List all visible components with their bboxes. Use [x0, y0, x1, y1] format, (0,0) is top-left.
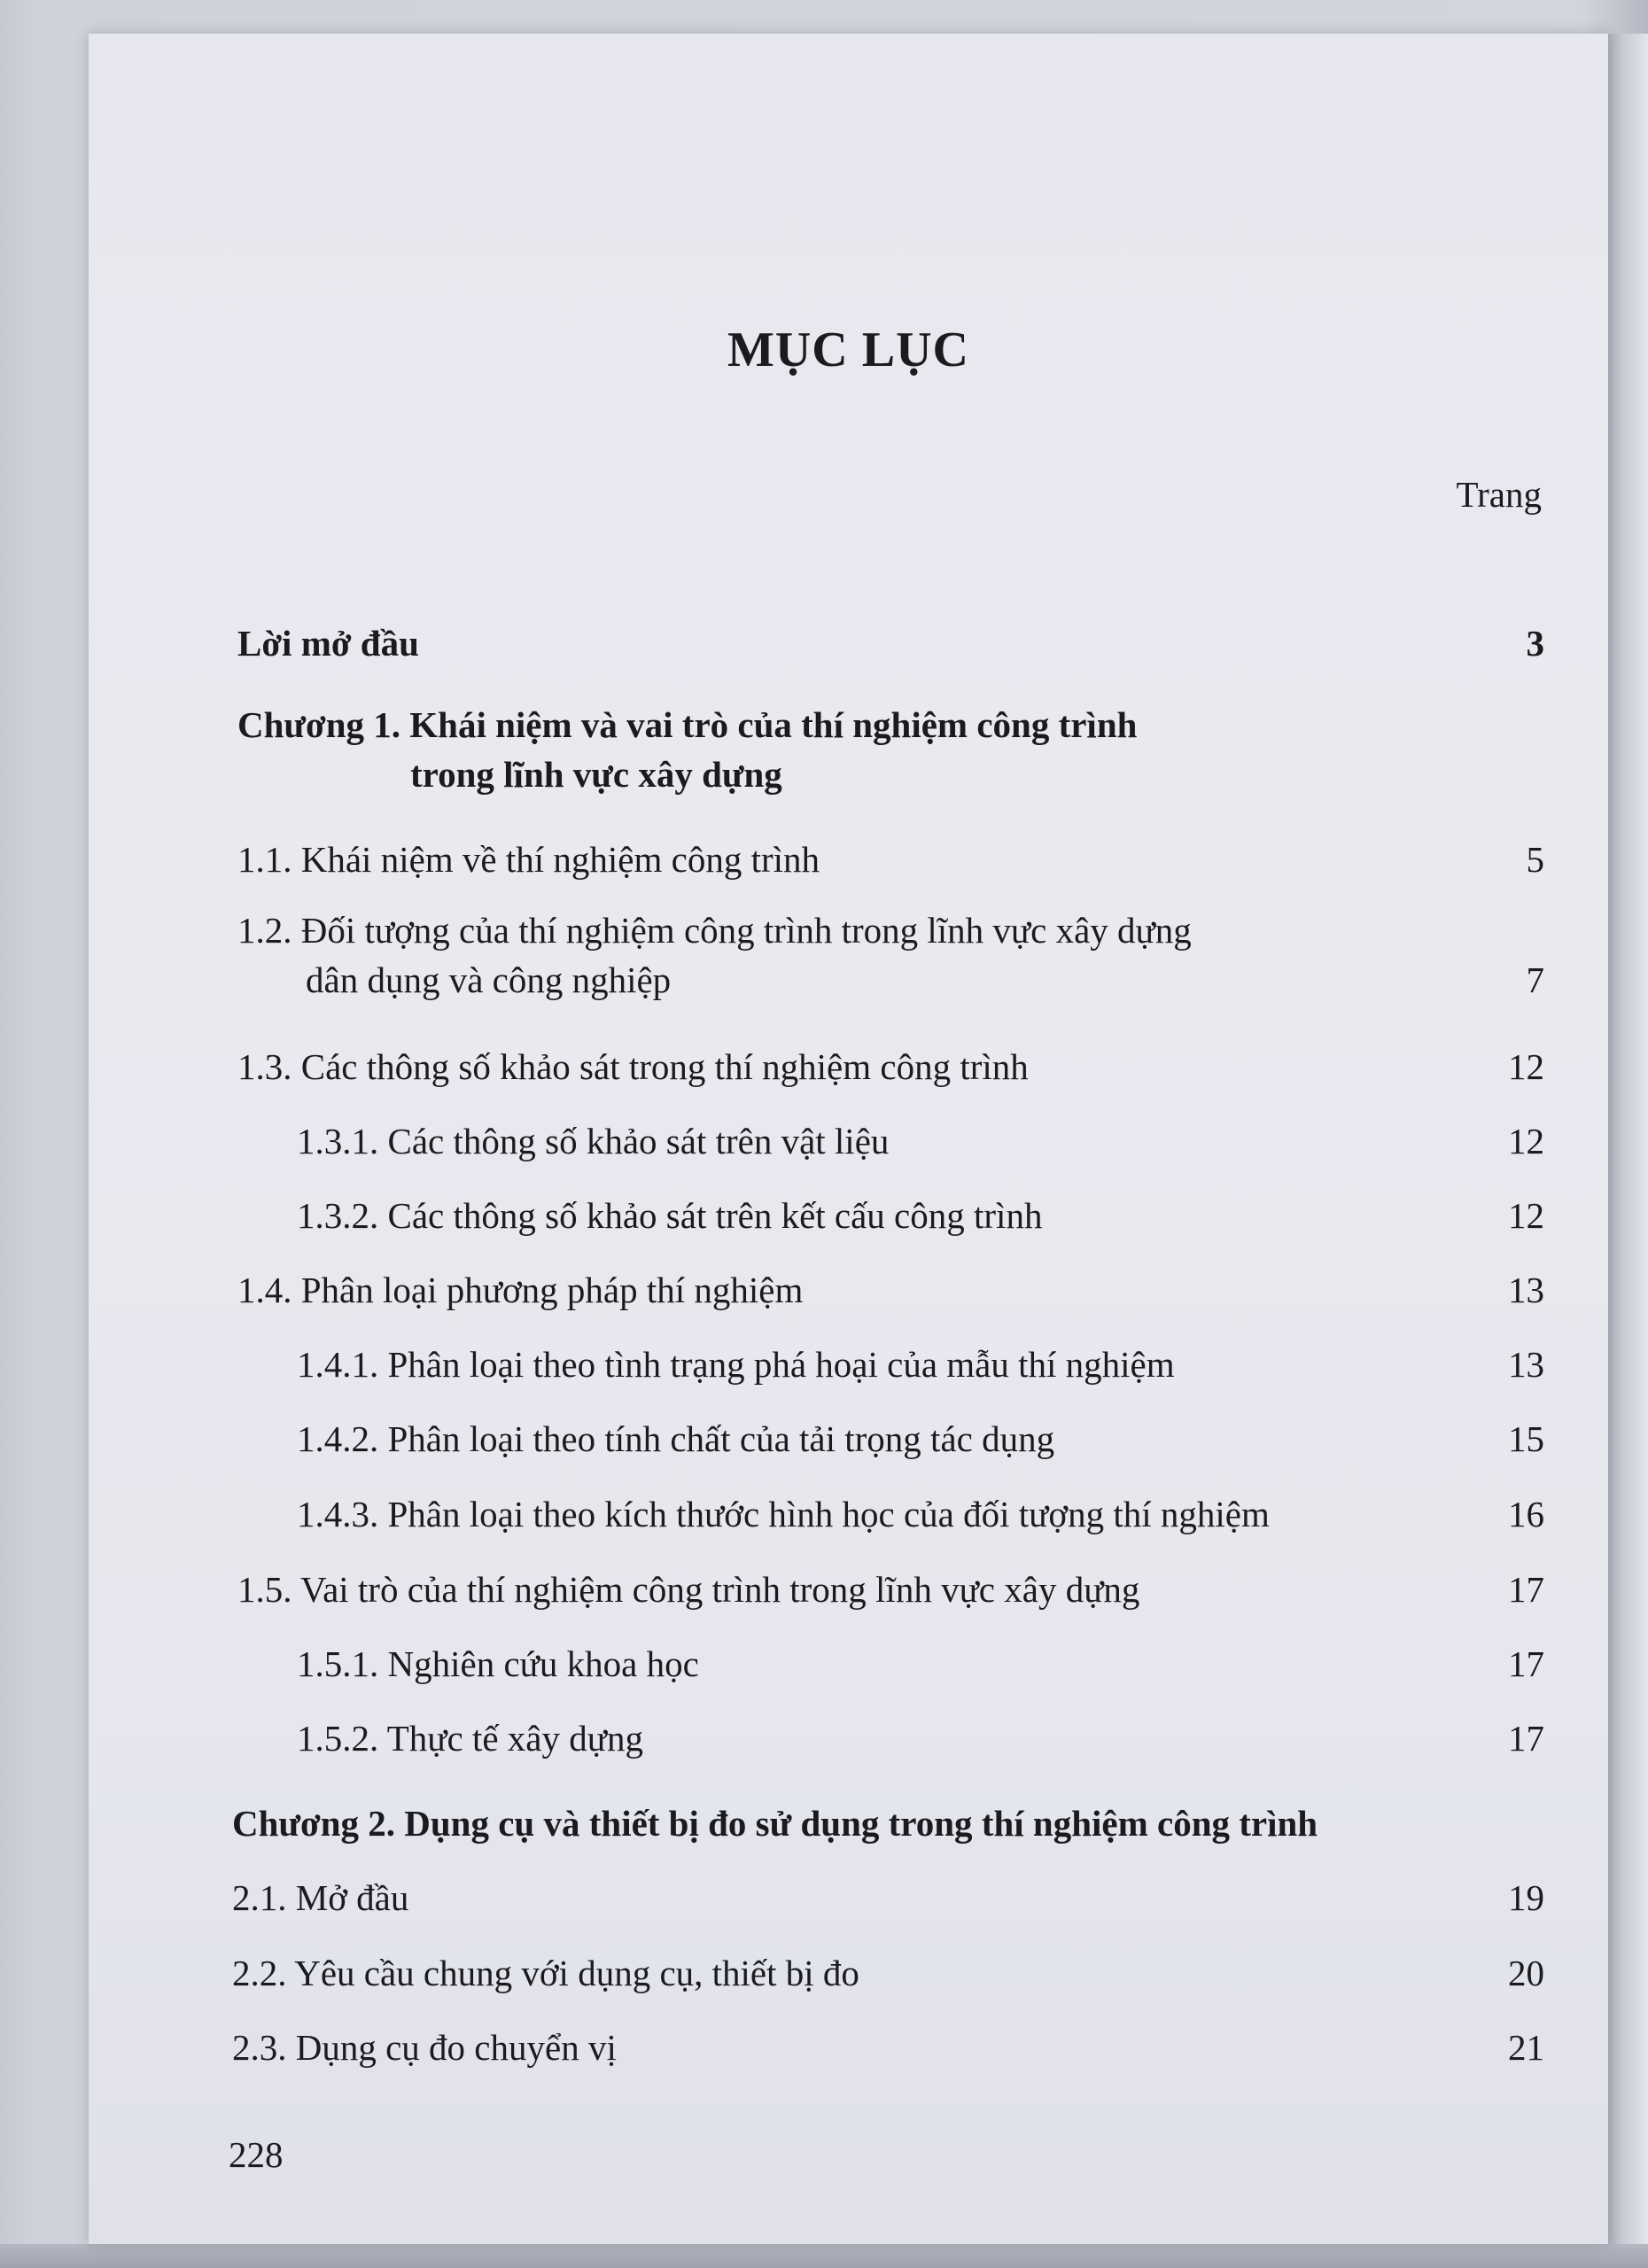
- toc-entry-label: 1.3.1. Các thông số khảo sát trên vật liệu: [297, 1121, 890, 1161]
- toc-entry-page: 13: [1508, 1344, 1544, 1385]
- toc-entry-label: 1.4.2. Phân loại theo tính chất của tải trọng tác dụng: [297, 1418, 1055, 1459]
- toc-entry-1-5-2: [297, 1713, 1544, 1763]
- toc-entry-page: 17: [1508, 1643, 1544, 1684]
- toc-entry-1-3-1: [297, 1116, 1544, 1166]
- toc-chapter-1: [237, 700, 1544, 799]
- page-column-header: Trang: [1456, 474, 1542, 515]
- toc-entry-label: 1.3. Các thông số khảo sát trong thí nghiệm công trình: [237, 1046, 1029, 1087]
- book-page: [89, 34, 1608, 2244]
- toc-entry-1-4-2: [297, 1414, 1544, 1464]
- toc-entry-label: Chương 1. Khái niệm và vai trò của thí nghiệm công trình: [237, 704, 1138, 745]
- toc-entry-2-2: [232, 1948, 1544, 1998]
- book-bottom-edge: [0, 2244, 1648, 2268]
- toc-entry-label: 1.4. Phân loại phương pháp thí nghiệm: [237, 1270, 804, 1310]
- page-number: 228: [229, 2134, 284, 2175]
- toc-entry-label: 2.1. Mở đầu: [232, 1877, 409, 1918]
- toc-entry-label: 1.4.1. Phân loại theo tình trạng phá hoại của mẫu thí nghiệm: [297, 1344, 1175, 1385]
- toc-entry-page: 5: [1526, 839, 1544, 880]
- toc-entry-page: 15: [1508, 1418, 1544, 1459]
- toc-entry-preface: [237, 618, 1544, 668]
- toc-entry-label: 1.2. Đối tượng của thí nghiệm công trình trong lĩnh vực xây dựng: [237, 910, 1192, 951]
- toc-entry-page: 7: [1526, 959, 1544, 1000]
- toc-entry-page: 16: [1508, 1494, 1544, 1534]
- toc-entry-1-3-2: [297, 1191, 1544, 1240]
- toc-entry-1-2: [237, 905, 1544, 1005]
- toc-entry-page: 19: [1508, 1877, 1544, 1918]
- toc-entry-1-3: [237, 1042, 1544, 1091]
- toc-entry-label-continuation: trong lĩnh vực xây dựng: [410, 754, 782, 795]
- page-title: MỤC LỤC: [727, 322, 969, 377]
- toc-entry-2-1: [232, 1873, 1544, 1922]
- toc-entry-page: 12: [1508, 1046, 1544, 1087]
- toc-entry-label: 2.2. Yêu cầu chung với dụng cụ, thiết bị đo: [232, 1953, 859, 1993]
- toc-entry-page: 13: [1508, 1270, 1544, 1310]
- toc-entry-page: 21: [1508, 2027, 1544, 2068]
- toc-entry-2-3: [232, 2023, 1544, 2072]
- toc-entry-1-4: [237, 1265, 1544, 1315]
- toc-entry-1-5-1: [297, 1639, 1544, 1689]
- toc-entry-label: 2.3. Dụng cụ đo chuyển vị: [232, 2027, 617, 2068]
- toc-entry-label: 1.5.2. Thực tế xây dựng: [297, 1718, 643, 1759]
- toc-entry-1-5: [237, 1565, 1544, 1614]
- book-gutter: [1608, 34, 1648, 2244]
- toc-entry-label-continuation: dân dụng và công nghiệp: [306, 959, 672, 1000]
- toc-entry-page: 17: [1508, 1569, 1544, 1610]
- toc-entry-label: Lời mở đầu: [237, 623, 419, 664]
- toc-entry-label: 1.1. Khái niệm về thí nghiệm công trình: [237, 839, 820, 880]
- toc-entry-page: 12: [1508, 1195, 1544, 1236]
- toc-entry-page: 12: [1508, 1121, 1544, 1161]
- toc-entry-page: 3: [1526, 623, 1544, 664]
- toc-entry-label: 1.5. Vai trò của thí nghiệm công trình trong lĩnh vực xây dựng: [237, 1569, 1140, 1610]
- toc-entry-1-1: [237, 835, 1544, 884]
- toc-entry-1-4-3: [297, 1489, 1544, 1539]
- toc-entry-label: 1.4.3. Phân loại theo kích thước hình học của đối tượng thí nghiệm: [297, 1494, 1270, 1534]
- toc-entry-label: Chương 2. Dụng cụ và thiết bị đo sử dụng trong thí nghiệm công trình: [232, 1803, 1318, 1844]
- toc-entry-1-4-1: [297, 1340, 1544, 1389]
- toc-chapter-2: [232, 1798, 1544, 1848]
- toc-entry-page: 20: [1508, 1953, 1544, 1993]
- toc-entry-page: 17: [1508, 1718, 1544, 1759]
- toc-entry-label: 1.5.1. Nghiên cứu khoa học: [297, 1643, 699, 1684]
- toc-entry-label: 1.3.2. Các thông số khảo sát trên kết cấu công trình: [297, 1195, 1043, 1236]
